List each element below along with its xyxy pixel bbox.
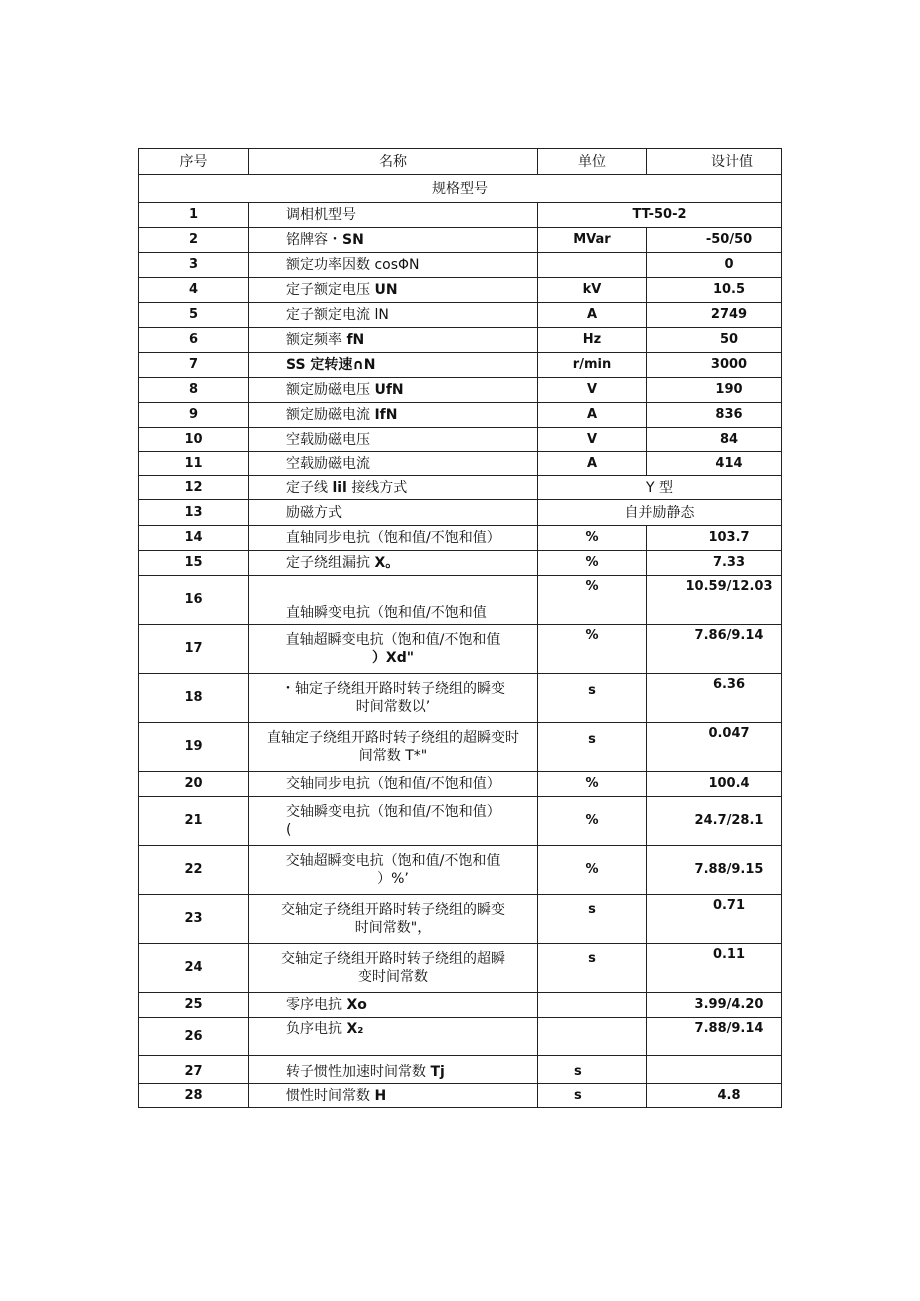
- row-symbol: H: [374, 1087, 387, 1104]
- table-row: [139, 500, 782, 526]
- table-row: [139, 1018, 782, 1056]
- row-unit: A: [538, 452, 647, 476]
- row-symbol: UfN: [374, 382, 404, 398]
- row-no: 9: [139, 403, 249, 428]
- row-name: [249, 203, 538, 228]
- row-unit: %: [538, 846, 647, 895]
- row-no: 20: [139, 772, 249, 797]
- row-no: 28: [139, 1084, 249, 1108]
- row-name: [249, 526, 538, 551]
- row-name: [249, 403, 538, 428]
- row-no: 10: [139, 428, 249, 452]
- row-name-text-2: ）Xd": [371, 650, 415, 666]
- row-unit: [538, 253, 647, 278]
- header-value: 设计值: [647, 149, 782, 175]
- row-name-text: 空载励磁电压: [286, 431, 370, 448]
- row-name-text-2: 变时间常数: [358, 969, 428, 985]
- row-symbol: X₂: [346, 1021, 364, 1037]
- row-name-text: 负序电抗: [286, 1021, 342, 1037]
- row-no: 27: [139, 1056, 249, 1084]
- row-name-text-2: 时间常数以’: [355, 699, 431, 715]
- row-name-text: 交轴瞬变电抗（饱和值/不饱和值）: [286, 804, 501, 820]
- parameter-table: [138, 148, 782, 1108]
- row-no: 11: [139, 452, 249, 476]
- row-unit: %: [538, 625, 647, 674]
- row-name: [249, 1018, 538, 1056]
- table-row: [139, 403, 782, 428]
- row-name-text-2: ）%’: [377, 871, 409, 887]
- row-name-text: 零序电抗: [286, 997, 342, 1013]
- header-no: 序号: [139, 149, 249, 175]
- row-symbol: IfN: [374, 407, 398, 423]
- row-name-text: 转子惯性加速时间常数: [286, 1064, 426, 1080]
- row-no: 24: [139, 944, 249, 993]
- row-unit: r/min: [538, 353, 647, 378]
- table-row: [139, 476, 782, 500]
- row-name-text: 惯性时间常数: [286, 1087, 370, 1104]
- row-value: 10.5: [647, 278, 782, 303]
- row-unit: kV: [538, 278, 647, 303]
- row-name-text: 励磁方式: [286, 504, 342, 521]
- row-name: [249, 993, 538, 1018]
- table-row: [139, 278, 782, 303]
- row-unit: s: [538, 674, 647, 723]
- row-no: 21: [139, 797, 249, 846]
- row-unit: %: [538, 772, 647, 797]
- row-unit: [538, 993, 647, 1018]
- row-value: 103.7: [647, 526, 782, 551]
- row-no: 17: [139, 625, 249, 674]
- row-no: 23: [139, 895, 249, 944]
- row-value: -50/50: [647, 228, 782, 253]
- table-row: [139, 846, 782, 895]
- row-no: 7: [139, 353, 249, 378]
- table-row: [139, 993, 782, 1018]
- row-name-text: 调相机型号: [286, 207, 356, 223]
- row-no: 13: [139, 500, 249, 526]
- row-no: 8: [139, 378, 249, 403]
- row-name-text: 额定励磁电流: [286, 407, 370, 423]
- row-symbol: lil: [332, 479, 347, 496]
- row-value: 7.86/9.14: [647, 625, 782, 674]
- section-row: [139, 175, 782, 203]
- row-value: 6.36: [647, 674, 782, 723]
- table-row: [139, 253, 782, 278]
- row-name-text: 直轴超瞬变电抗（饱和值/不饱和值: [285, 632, 501, 648]
- row-value: 3.99/4.20: [647, 993, 782, 1018]
- row-symbol: Xo: [346, 997, 367, 1013]
- table-row: [139, 452, 782, 476]
- row-unit: Hz: [538, 328, 647, 353]
- row-symbol: SS 定转速∩N: [286, 357, 376, 373]
- row-value: 0.047: [647, 723, 782, 772]
- row-unit: V: [538, 428, 647, 452]
- row-value: Y 型: [538, 476, 782, 500]
- row-value: 3000: [647, 353, 782, 378]
- row-name-text-2: 接线方式: [351, 479, 408, 496]
- row-value: 0: [647, 253, 782, 278]
- row-value: 24.7/28.1: [647, 797, 782, 846]
- row-name: [249, 1084, 538, 1108]
- table-row: [139, 353, 782, 378]
- row-no: 18: [139, 674, 249, 723]
- row-name-text-2: (: [286, 822, 292, 838]
- row-name-text: 空载励磁电流: [286, 455, 370, 472]
- table-row: [139, 428, 782, 452]
- row-unit: A: [538, 303, 647, 328]
- table-row: [139, 625, 782, 674]
- row-name-text: 直轴定子绕组开路时转子绕组的超瞬变时: [267, 730, 519, 746]
- row-name: [249, 772, 538, 797]
- row-value: 0.71: [647, 895, 782, 944]
- row-no: 12: [139, 476, 249, 500]
- row-name: [249, 895, 538, 944]
- row-unit: s: [538, 1084, 647, 1108]
- row-name: [249, 797, 538, 846]
- row-name: [249, 944, 538, 993]
- row-name-text: 定子线: [286, 479, 328, 496]
- row-name-text-2: 间常数 T*": [358, 748, 428, 764]
- row-value: 836: [647, 403, 782, 428]
- row-name: [249, 476, 538, 500]
- row-name: [249, 551, 538, 576]
- row-unit: %: [538, 551, 647, 576]
- row-no: 14: [139, 526, 249, 551]
- row-value: TT-50-2: [538, 203, 782, 228]
- table-row: [139, 895, 782, 944]
- row-unit: s: [538, 895, 647, 944]
- row-name-text: 额定频率: [286, 332, 342, 348]
- row-unit: [538, 1018, 647, 1056]
- table-row: [139, 328, 782, 353]
- row-unit: MVar: [538, 228, 647, 253]
- row-name: [249, 278, 538, 303]
- row-unit: %: [538, 797, 647, 846]
- table-row: [139, 944, 782, 993]
- row-name: [249, 253, 538, 278]
- row-unit: V: [538, 378, 647, 403]
- row-value: 414: [647, 452, 782, 476]
- row-name-text: 定子额定电流 lN: [286, 307, 389, 323]
- section-title: 规格型号: [139, 175, 782, 203]
- row-name: [249, 303, 538, 328]
- row-name: [249, 723, 538, 772]
- row-no: 3: [139, 253, 249, 278]
- row-name: [249, 1056, 538, 1084]
- row-name-text: ・轴定子绕组开路时转子绕组的瞬变: [281, 681, 505, 697]
- row-name-text: 额定功率因数 cosΦN: [286, 257, 420, 273]
- row-name: [249, 576, 538, 625]
- row-value: 190: [647, 378, 782, 403]
- row-no: 15: [139, 551, 249, 576]
- row-name: [249, 452, 538, 476]
- row-name-text: 交轴定子绕组开路时转子绕组的超瞬: [281, 951, 505, 967]
- row-no: 2: [139, 228, 249, 253]
- row-no: 4: [139, 278, 249, 303]
- row-no: 26: [139, 1018, 249, 1056]
- row-value: 7.33: [647, 551, 782, 576]
- table-row: [139, 303, 782, 328]
- row-value: 50: [647, 328, 782, 353]
- row-no: 19: [139, 723, 249, 772]
- table-row: [139, 228, 782, 253]
- row-value: 10.59/12.03: [647, 576, 782, 625]
- row-name-text: 交轴同步电抗（饱和值/不饱和值）: [286, 776, 501, 792]
- row-name: [249, 228, 538, 253]
- table-row: [139, 797, 782, 846]
- row-name: [249, 428, 538, 452]
- row-name: [249, 328, 538, 353]
- row-name-text: 额定励磁电压: [286, 382, 370, 398]
- row-unit: s: [538, 723, 647, 772]
- row-name: [249, 674, 538, 723]
- row-name-text: 定子绕组漏抗: [286, 555, 370, 571]
- row-name-text: 交轴定子绕组开路时转子绕组的瞬变: [281, 902, 505, 918]
- row-no: 1: [139, 203, 249, 228]
- row-value: 2749: [647, 303, 782, 328]
- row-unit: s: [538, 1056, 647, 1084]
- row-symbol: UN: [374, 282, 398, 298]
- table-row: [139, 674, 782, 723]
- row-no: 25: [139, 993, 249, 1018]
- row-no: 5: [139, 303, 249, 328]
- row-no: 22: [139, 846, 249, 895]
- row-name: [249, 846, 538, 895]
- header-name: 名称: [249, 149, 538, 175]
- row-unit: s: [538, 944, 647, 993]
- table-row: [139, 551, 782, 576]
- header-unit: 单位: [538, 149, 647, 175]
- row-value: 84: [647, 428, 782, 452]
- row-value: 0.11: [647, 944, 782, 993]
- table-row: [139, 526, 782, 551]
- table-row: [139, 772, 782, 797]
- row-name-text: 铭牌容・: [286, 232, 342, 248]
- row-name: [249, 625, 538, 674]
- table-row: [139, 378, 782, 403]
- row-name: [249, 353, 538, 378]
- row-name: [249, 378, 538, 403]
- table-row: [139, 1084, 782, 1108]
- row-value: [647, 1056, 782, 1084]
- table-row: [139, 1056, 782, 1084]
- row-no: 6: [139, 328, 249, 353]
- table-row: [139, 576, 782, 625]
- row-value: 4.8: [647, 1084, 782, 1108]
- row-symbol: Tj: [430, 1064, 445, 1080]
- table-row: [139, 723, 782, 772]
- row-unit: %: [538, 526, 647, 551]
- row-value: 7.88/9.15: [647, 846, 782, 895]
- table-row: [139, 203, 782, 228]
- row-name-text: 定子额定电压: [286, 282, 370, 298]
- row-name: [249, 500, 538, 526]
- row-symbol: fN: [346, 332, 365, 348]
- row-unit: %: [538, 576, 647, 625]
- row-name-text: 直轴同步电抗（饱和值/不饱和值）: [286, 530, 501, 546]
- row-unit: A: [538, 403, 647, 428]
- row-symbol: X。: [374, 555, 400, 571]
- row-value: 自并励静态: [538, 500, 782, 526]
- header-row: [139, 149, 782, 175]
- row-symbol: SN: [342, 232, 364, 248]
- row-value: 100.4: [647, 772, 782, 797]
- row-no: 16: [139, 576, 249, 625]
- row-name-text: 交轴超瞬变电抗（饱和值/不饱和值: [285, 853, 501, 869]
- row-name-text: 直轴瞬变电抗（饱和值/不饱和值: [286, 605, 487, 621]
- row-name-text-2: 时间常数"，: [354, 920, 432, 936]
- row-value: 7.88/9.14: [647, 1018, 782, 1056]
